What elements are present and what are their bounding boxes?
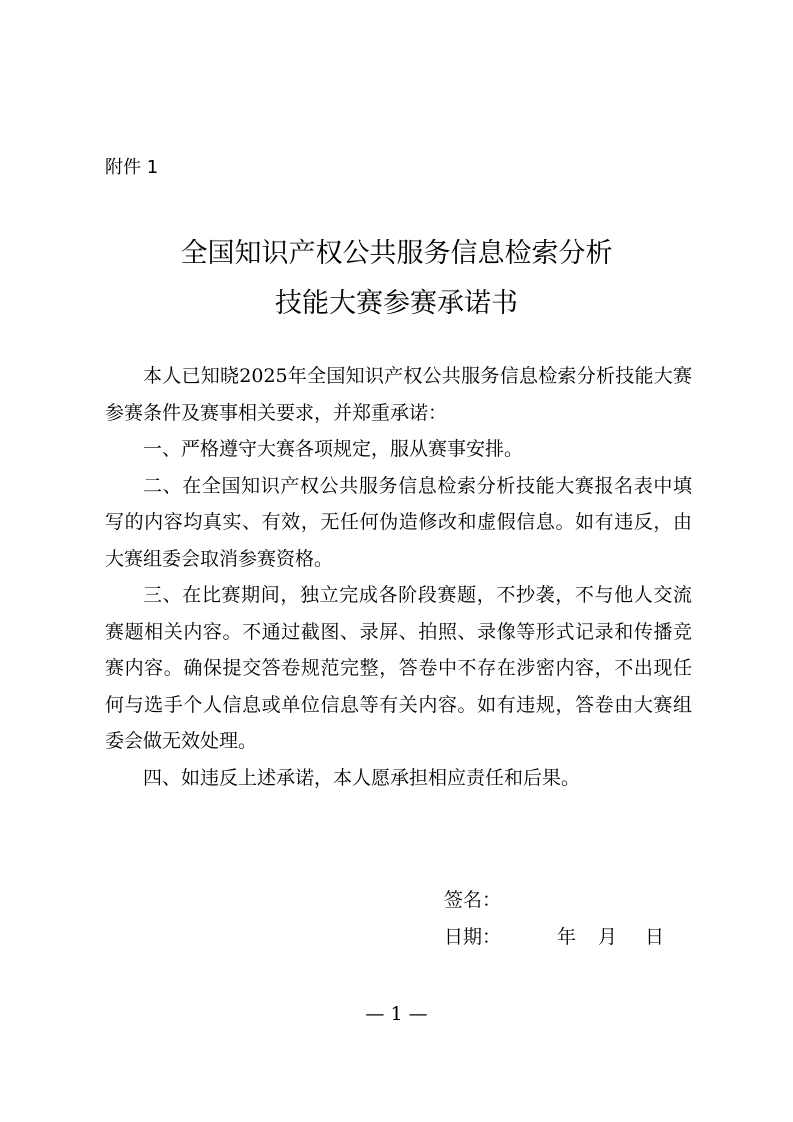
date-year-label: 年 xyxy=(557,926,577,948)
signature-line xyxy=(444,882,664,919)
date-line xyxy=(444,919,664,956)
attachment-label: 附件 1 xyxy=(105,157,159,178)
date-month-label: 月 xyxy=(598,926,618,948)
clause-4-paragraph: 四、如违反上述承诺，本人愿承担相应责任和后果。 xyxy=(143,766,581,789)
clause-3-paragraph: 三、在比赛期间，独立完成各阶段赛题，不抄袭，不与他人交流赛题相关内容。不通过截图、录屏、拍照、录像等形式记录和传播竞赛内容。确保提交答卷规范完整，答卷中不存在涉密内容，不出现任何与选手个人信息或单位信息等有关内容。如有违规，答卷由大赛组委会做无效处理。 xyxy=(105,584,692,752)
clause-2-paragraph: 二、在全国知识产权公共服务信息检索分析技能大赛报名表中填写的内容均真实、有效，无任何伪造修改和虚假信息。如有违反，由大赛组委会取消参赛资格。 xyxy=(105,474,692,570)
page-number: — 1 — xyxy=(365,1003,428,1025)
document-title xyxy=(0,229,793,329)
signature-block xyxy=(444,882,664,956)
title-line-2: 技能大赛参赛承诺书 xyxy=(275,288,518,319)
title-line-1: 全国知识产权公共服务信息检索分析 xyxy=(180,238,613,269)
clause-1-paragraph: 一、严格遵守大赛各项规定，服从赛事安排。 xyxy=(143,438,524,460)
commitment-body xyxy=(105,358,692,796)
signature-label: 签名： xyxy=(444,889,502,911)
intro-paragraph: 本人已知晓2025年全国知识产权公共服务信息检索分析技能大赛参赛条件及赛事相关要求，并郑重承诺： xyxy=(105,365,692,424)
date-label: 日期： xyxy=(444,926,502,948)
date-day-label: 日 xyxy=(645,926,665,948)
